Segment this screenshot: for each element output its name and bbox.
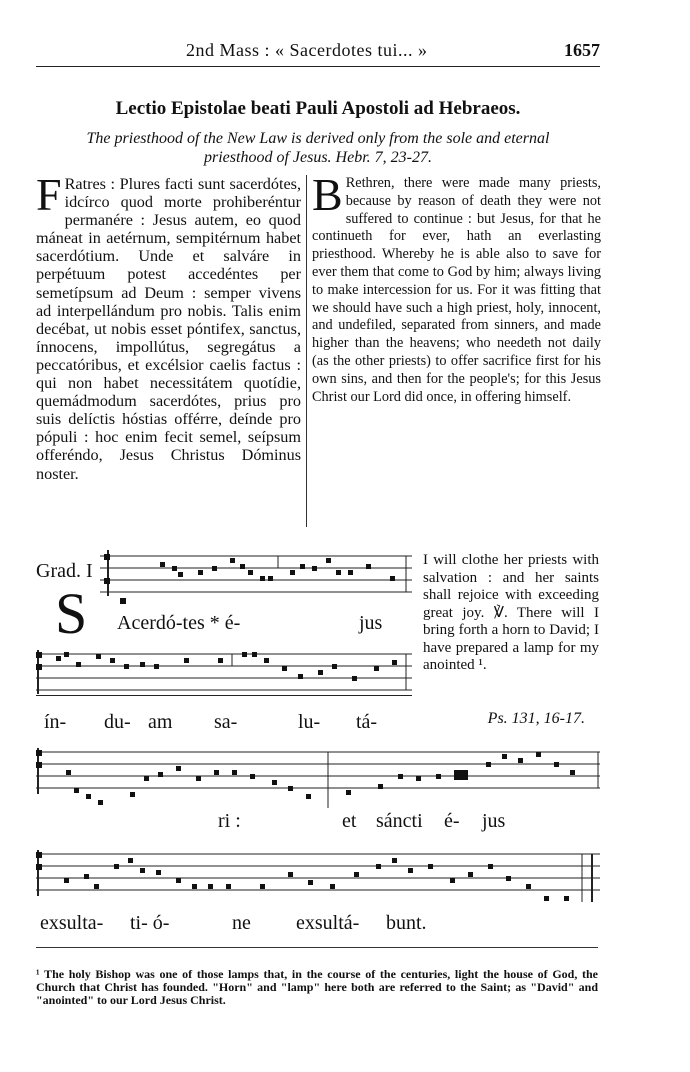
column-divider — [306, 175, 307, 527]
chant-staff-1 — [100, 548, 414, 606]
chant-staff-2 — [36, 648, 414, 700]
english-column — [312, 169, 601, 406]
lyric-line-4a: exsulta- — [40, 912, 104, 934]
lyric-line-1a: Acerdó-tes * é- — [117, 612, 241, 634]
lyric-line-4d: exsultá- — [296, 912, 360, 934]
lyric-line-2e: lu- — [298, 711, 321, 733]
lyric-line-3b: et — [342, 810, 357, 832]
staff-rule — [36, 695, 412, 696]
english-dropcap: B — [312, 169, 343, 220]
page-number: 1657 — [564, 40, 600, 60]
psalm-reference: Ps. 131, 16-17. — [487, 710, 585, 727]
lyric-line-3c: sáncti — [376, 810, 423, 832]
lyric-line-3e: jus — [482, 810, 506, 832]
latin-dropcap: F — [36, 169, 62, 220]
gradual-label: Grad. I — [36, 560, 93, 582]
lyric-line-2b: du- — [104, 711, 131, 733]
chant-staff-4 — [36, 850, 602, 910]
gradual-initial: S — [55, 581, 88, 646]
lyric-line-4e: bunt. — [386, 912, 427, 934]
latin-column — [36, 169, 301, 483]
gradual-english: I will clothe her priests with salvation : and her saints shall rejoice with exceeding great joy. ℣. There will I bring forth a horn to David; I have prepared a lamp for my anointed ¹. — [423, 552, 599, 673]
lyric-line-2a: ín- — [44, 711, 67, 733]
lectio-subtitle: The priesthood of the New Law is derived only from the sole and eternal priesthood of Jesus. Hebr. 7, 23-27. — [86, 130, 550, 166]
english-text: Rethren, there were made many priests, because by reason of death they were not suffered to continue : but Jesus, for that he continueth for ever, hath an everlasting priesthood. Whereby he is able also to save for ever them that come to God by him; always living to make intercession for us. For it was fitting that we should have such a high priest, holy, innocent, and undefiled, separated from sinners, and made higher than the heavens; who needeth not daily (as the other priests) to offer sacrifice first for his own sins, and then for the people's; for this Jesus Christ our Lord did once, in offering himself. — [312, 175, 601, 405]
header-rule — [36, 66, 600, 67]
chant-staff-3 — [36, 748, 602, 808]
lectio-title: Lectio Epistolae beati Pauli Apostoli ad Hebraeos. — [115, 98, 521, 119]
lyric-line-3a: ri : — [218, 810, 241, 832]
running-head-title: 2nd Mass : « Sacerdotes tui... » — [186, 40, 428, 60]
lyric-line-2d: sa- — [214, 711, 238, 733]
lyric-line-3d: é- — [444, 810, 460, 832]
running-head — [36, 40, 600, 64]
lyric-line-2c: am — [148, 711, 173, 733]
lyric-line-2f: tá- — [356, 711, 378, 733]
latin-text: Ratres : Plures facti sunt sacerdótes, idcírco quod morte prohiberéntur permanére : Jesus autem, eo quod máneat in aetérnum, sempitérnum habet sacerdótium. Unde et salváre in perpétuum potest accedéntes per semetípsum ad Deum : semper vivens ad interpellándum pro nobis. Talis enim decébat, ut nobis esset póntifex, sanctus, ínnocens, impollútus, segregátus a peccatóribus, et excélsior caelis factus : qui non habet necessitátem quotídie, quemádmodum sacerdótes, prius pro suis delíctis hóstias offérre, deínde pro pópuli : hoc enim fecit semel, seípsum offeréndo, Jesus Christus Dóminus noster. — [36, 175, 301, 483]
lyric-line-1b: jus — [359, 612, 383, 634]
footnote: ¹ The holy Bishop was one of those lamps that, in the course of the centuries, light the house of God, the Church that Christ has founded. "Horn" and "lamp" here both are referred to the Saint; as "David" and "anointed" to our Lord Jesus Christ. — [36, 967, 598, 1007]
footnote-rule — [36, 947, 598, 948]
lyric-line-4c: ne — [232, 912, 251, 934]
lyric-line-4b: ti- ó- — [130, 912, 170, 934]
